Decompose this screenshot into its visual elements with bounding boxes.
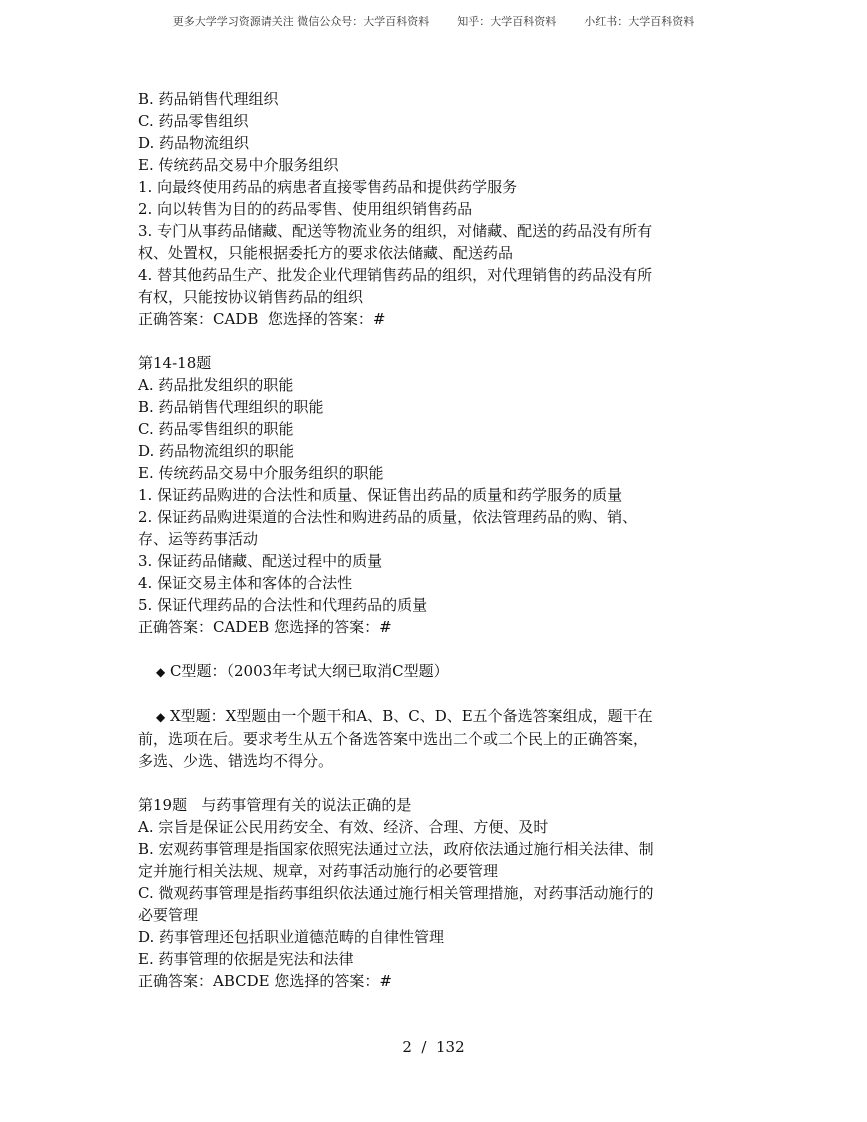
x-type-line: 前，选项在后。要求考生从五个备选答案中选出二个或二个民上的正确答案， bbox=[138, 730, 649, 748]
option-line: E. 药事管理的依据是宪法和法律 bbox=[138, 950, 354, 968]
spacer bbox=[138, 772, 728, 794]
document-body bbox=[138, 88, 728, 992]
item-line: 3. 保证药品储藏、配送过程中的质量 bbox=[138, 552, 383, 570]
spacer bbox=[138, 683, 728, 705]
option-line: B. 药品销售代理组织的职能 bbox=[138, 398, 324, 416]
question-title: 第14-18题 bbox=[138, 354, 212, 372]
option-line: E. 传统药品交易中介服务组织的职能 bbox=[138, 464, 384, 482]
diamond-bullet-icon: ◆ bbox=[156, 665, 166, 679]
option-line: 必要管理 bbox=[138, 906, 199, 924]
option-line: 定并施行相关法规、规章，对药事活动施行的必要管理 bbox=[138, 862, 499, 880]
c-type-text: C型题：（2003年考试大纲已取消C型题） bbox=[165, 662, 449, 680]
spacer bbox=[138, 330, 728, 352]
answer-line: 正确答案：CADEB 您选择的答案：# bbox=[138, 618, 392, 636]
c-type-note bbox=[138, 660, 728, 683]
option-line: C. 药品零售组织的职能 bbox=[138, 420, 294, 438]
item-line: 4. 保证交易主体和客体的合法性 bbox=[138, 574, 353, 592]
item-line: 1. 向最终使用药品的病患者直接零售药品和提供药学服务 bbox=[138, 178, 518, 196]
item-line: 5. 保证代理药品的合法性和代理药品的质量 bbox=[138, 596, 428, 614]
answer-line: 正确答案：CADB 您选择的答案：# bbox=[138, 310, 386, 328]
option-line: B. 药品销售代理组织 bbox=[138, 90, 279, 108]
item-line: 存、运等药事活动 bbox=[138, 530, 259, 548]
page-number: 2 / 132 bbox=[402, 1038, 465, 1056]
option-line: B. 宏观药事管理是指国家依照宪法通过立法，政府依法通过施行相关法律、制 bbox=[138, 840, 654, 858]
question-block-19 bbox=[138, 794, 728, 992]
item-line: 2. 保证药品购进渠道的合法性和购进药品的质量，依法管理药品的购、销、 bbox=[138, 508, 638, 526]
option-line: A. 药品批发组织的职能 bbox=[138, 376, 294, 394]
x-type-line: 多选、少选、错选均不得分。 bbox=[138, 752, 334, 770]
x-type-text: X型题：X型题由一个题干和A、B、C、D、E五个备选答案组成，题干在 bbox=[165, 707, 653, 725]
option-line: C. 药品零售组织 bbox=[138, 112, 249, 130]
page-header: 更多大学学习资源请关注 微信公众号：大学百科资料 知乎：大学百科资料 小红书：大学百科资料 bbox=[172, 15, 695, 28]
question-title: 第19题 与药事管理有关的说法正确的是 bbox=[138, 796, 412, 814]
item-line: 2. 向以转售为目的的药品零售、使用组织销售药品 bbox=[138, 200, 473, 218]
item-line: 4. 替其他药品生产、批发企业代理销售药品的组织，对代理销售的药品没有所 bbox=[138, 266, 653, 284]
option-line: E. 传统药品交易中介服务组织 bbox=[138, 156, 339, 174]
option-line: D. 药品物流组织 bbox=[138, 134, 250, 152]
question-block-b-to-e bbox=[138, 88, 728, 330]
option-line: C. 微观药事管理是指药事组织依法通过施行相关管理措施，对药事活动施行的 bbox=[138, 884, 654, 902]
option-line: D. 药品物流组织的职能 bbox=[138, 442, 295, 460]
item-line: 权、处置权，只能根据委托方的要求依法储藏、配送药品 bbox=[138, 244, 514, 262]
spacer bbox=[138, 638, 728, 660]
item-line: 有权，只能按协议销售药品的组织 bbox=[138, 288, 364, 306]
diamond-bullet-icon: ◆ bbox=[156, 710, 166, 724]
question-block-14-18 bbox=[138, 352, 728, 638]
item-line: 1. 保证药品购进的合法性和质量、保证售出药品的质量和药学服务的质量 bbox=[138, 486, 623, 504]
item-line: 3. 专门从事药品储藏、配送等物流业务的组织，对储藏、配送的药品没有所有 bbox=[138, 222, 653, 240]
x-type-note bbox=[138, 705, 728, 772]
x-type-first-line bbox=[138, 705, 728, 728]
option-line: D. 药事管理还包括职业道德范畴的自律性管理 bbox=[138, 928, 445, 946]
answer-line: 正确答案：ABCDE 您选择的答案：# bbox=[138, 972, 392, 990]
option-line: A. 宗旨是保证公民用药安全、有效、经济、合理、方便、及时 bbox=[138, 818, 549, 836]
